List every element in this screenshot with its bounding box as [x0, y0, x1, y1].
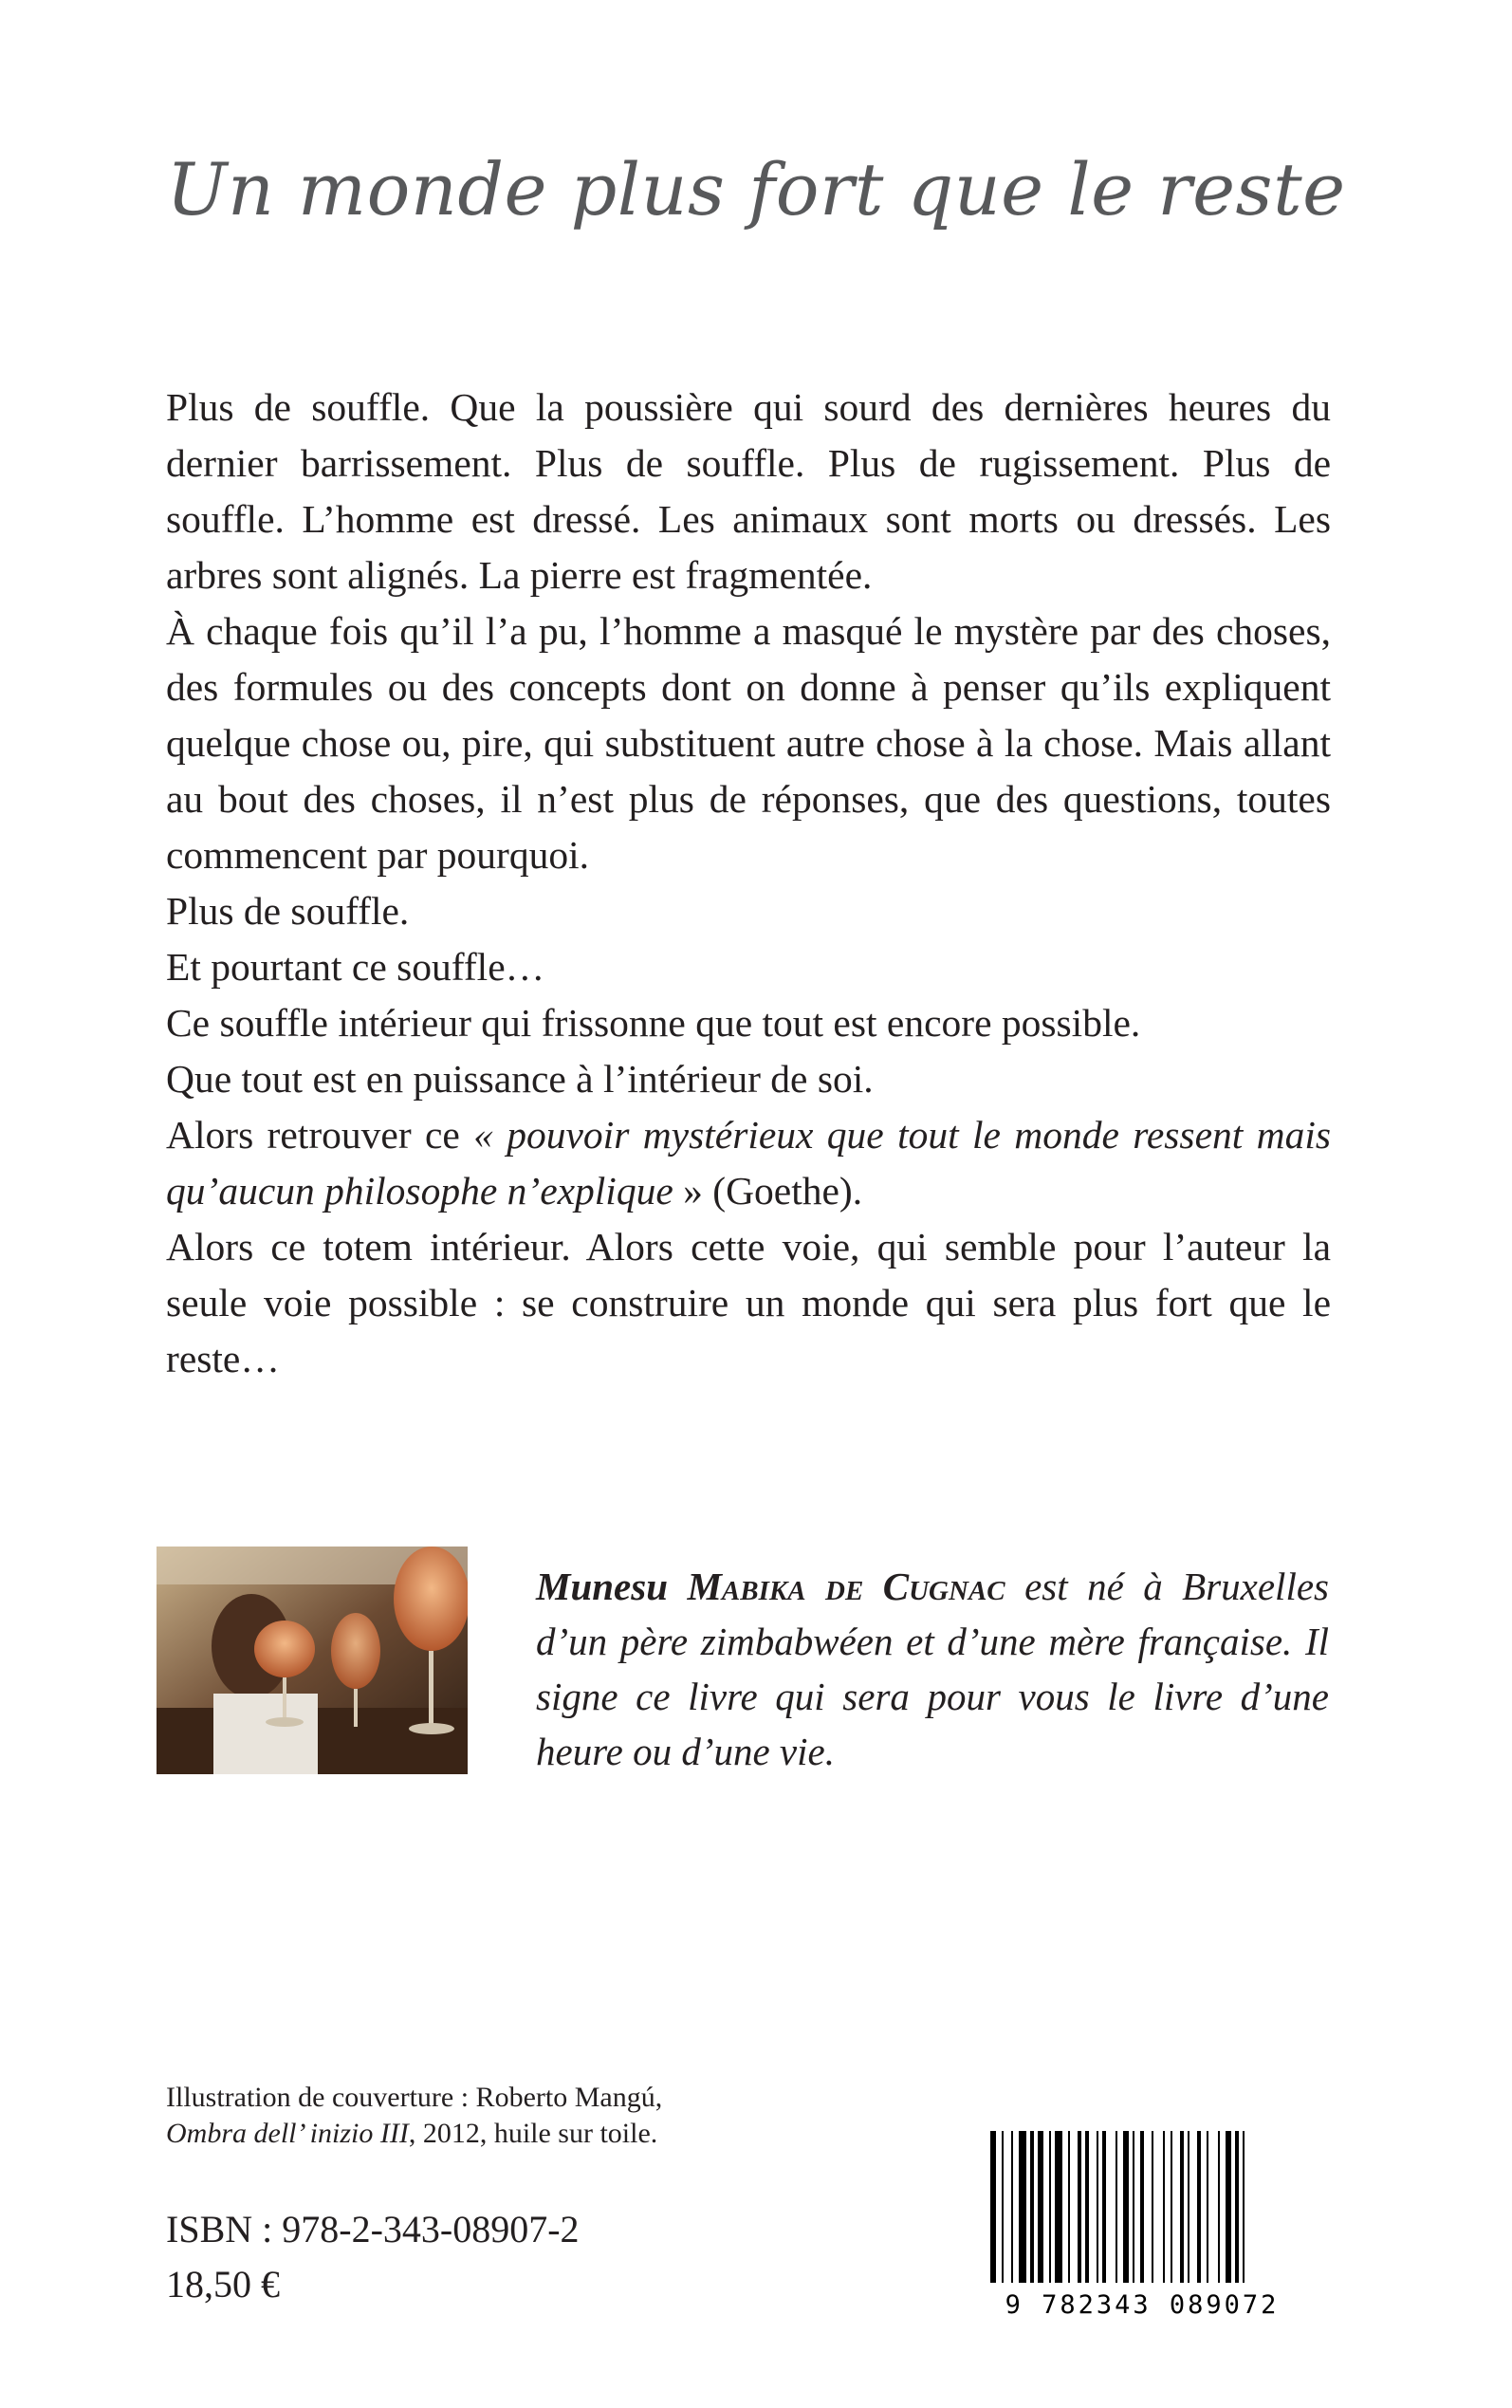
barcode-bar: [1171, 2131, 1172, 2283]
barcode-bar: [1197, 2131, 1201, 2283]
barcode-bar: [1085, 2131, 1089, 2283]
book-title: Un monde plus fort que le reste: [166, 147, 1346, 232]
barcode-bar: [1097, 2131, 1098, 2283]
barcode-digits: 9 782343 089072: [1005, 2290, 1280, 2319]
barcode-bar: [1152, 2131, 1153, 2283]
cover-credits: [166, 2080, 662, 2152]
blurb-quote-lead: Alors retrouver ce: [166, 1113, 474, 1157]
author-first-name: Munesu: [536, 1565, 669, 1608]
credits-line: Illustration de couverture : Roberto Mangú,: [166, 2082, 663, 2113]
blurb-quote-source: » (Goethe).: [673, 1169, 863, 1213]
barcode-bar: [1180, 2131, 1184, 2283]
blurb-paragraph: Plus de souffle.: [166, 889, 410, 933]
barcode-bar: [1218, 2131, 1220, 2283]
price: 18,50 €: [166, 2263, 280, 2306]
artwork-title: Ombra dell’ inizio III: [166, 2118, 409, 2149]
author-bio: [536, 1559, 1329, 1779]
barcode-bar: [1019, 2131, 1026, 2283]
back-cover-blurb: [166, 380, 1331, 1387]
credits-line: [166, 2116, 662, 2152]
barcode-bar: [1243, 2131, 1245, 2283]
barcode-bar: [1011, 2131, 1013, 2283]
barcode-bar: [1049, 2131, 1051, 2283]
isbn: ISBN : 978-2-343-08907-2: [166, 2208, 580, 2251]
barcode-bar: [1038, 2131, 1043, 2283]
barcode-bar: [1078, 2131, 1081, 2283]
barcode-bar: [1123, 2131, 1129, 2283]
barcode-bar: [1002, 2131, 1004, 2283]
blurb-paragraph: À chaque fois qu’il l’a pu, l’homme a masqué le mystère par des choses, des formules ou des concepts dont on donne à penser qu’ils expliquent quelque chose ou, pire, qui substituent autre chose à la chose. Mais allant au bout des choses, il n’est plus de réponses, que des questions, toutes commencent par pourquoi.: [166, 609, 1331, 877]
barcode-bar: [1030, 2131, 1034, 2283]
blurb-paragraph: Ce souffle intérieur qui frissonne que tout est encore possible.: [166, 1001, 1141, 1045]
author-bio-text: est né à Bruxelles d’un père zimbabwéen et d’une mère française. Il signe ce livre qui sera pour vous le livre d’une heure ou d’une vie.: [536, 1565, 1329, 1773]
blurb-paragraph: Plus de souffle. Que la poussière qui sourd des dernières heures du dernier barrissement. Plus de souffle. Plus de rugissement. Plus de souffle. L’homme est dressé. Les animaux sont morts ou dressés. Les arbres sont alignés. La pierre est fragmentée.: [166, 385, 1331, 597]
barcode-bar: [1133, 2131, 1134, 2283]
blurb-quote-paragraph: [166, 1107, 1331, 1219]
author-photo: [157, 1547, 468, 1774]
barcode-bar: [1207, 2131, 1208, 2283]
barcode-bar: [1163, 2131, 1165, 2283]
barcode-bar: [1068, 2131, 1070, 2283]
blurb-paragraph: Alors ce totem intérieur. Alors cette voie, qui semble pour l’auteur la seule voie possible : se construire un monde qui sera plus fort que le reste…: [166, 1225, 1331, 1380]
barcode-bar: [1226, 2131, 1231, 2283]
goethe-quote: « pouvoir mystérieux que tout le monde ressent mais qu’aucun philosophe n’explique: [166, 1113, 1332, 1213]
artwork-details: , 2012, huile sur toile.: [408, 2118, 658, 2149]
barcode-bar: [1102, 2131, 1106, 2283]
author-last-name: Mabika de Cugnac: [687, 1565, 1005, 1608]
blurb-paragraph: Que tout est en puissance à l’intérieur de soi.: [166, 1057, 874, 1101]
blurb-paragraph: Et pourtant ce souffle…: [166, 945, 545, 989]
barcode: [975, 2123, 1309, 2319]
barcode-bar: [1235, 2131, 1239, 2283]
barcode-bar: [1140, 2131, 1144, 2283]
barcode-bar: [1188, 2131, 1189, 2283]
barcode-bar: [1116, 2131, 1117, 2283]
barcode-bar: [1055, 2131, 1062, 2283]
barcode-bar: [990, 2131, 996, 2283]
